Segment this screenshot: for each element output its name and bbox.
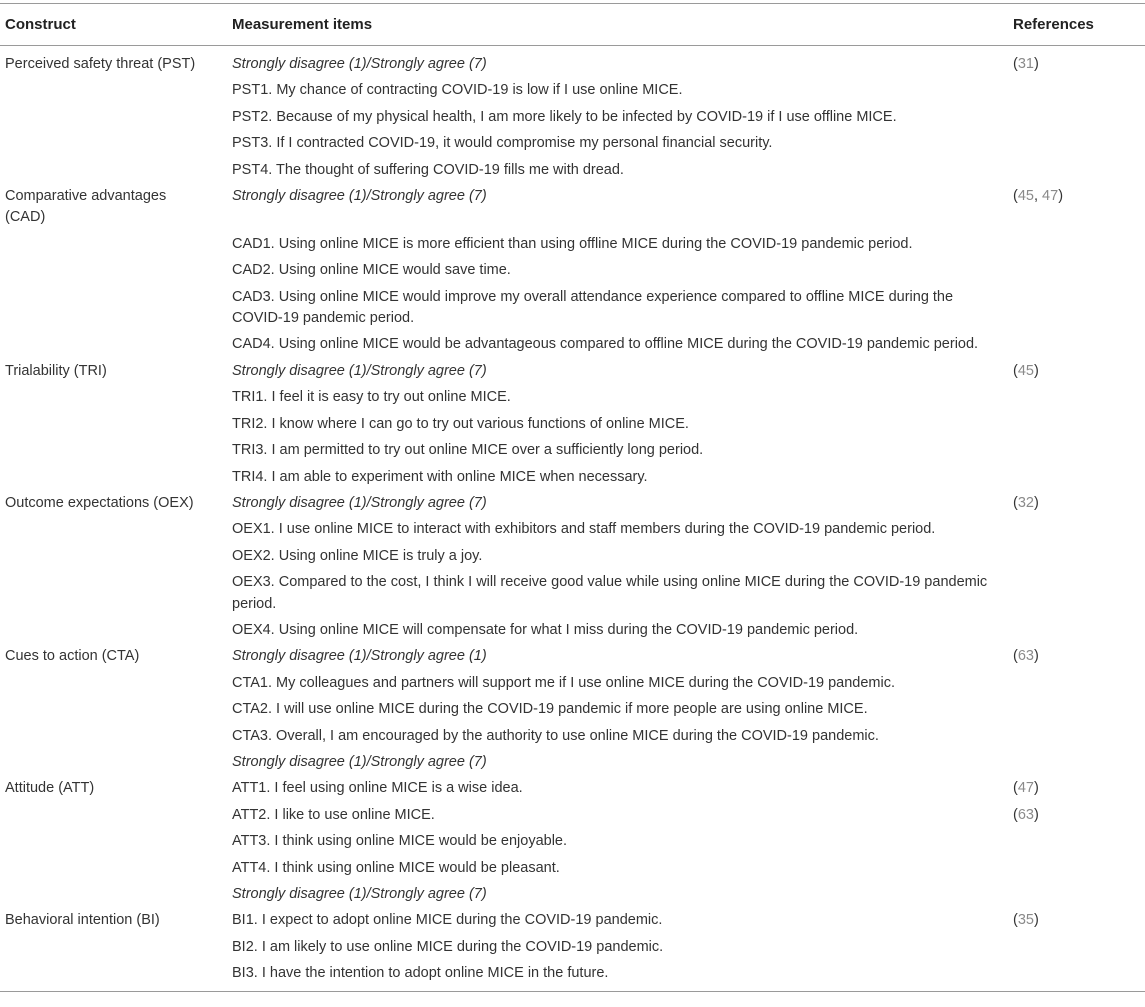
table-row	[0, 882, 1145, 908]
measurement-item-cell: BI2. I am likely to use online MICE during the COVID-19 pandemic.	[232, 938, 664, 955]
construct-cell	[0, 231, 227, 257]
reference-cell	[1008, 617, 1145, 643]
reference-cell	[1008, 411, 1145, 437]
table-row	[0, 157, 1145, 183]
measurement-item-cell: PST2. Because of my physical health, I am more likely to be infected by COVID-19 if I use offline MICE.	[232, 108, 897, 125]
construct-cell	[0, 157, 227, 183]
construct-cell: Behavioral intention (BI)	[5, 912, 160, 929]
table-row	[0, 464, 1145, 490]
table-row	[0, 934, 1145, 960]
reference-cell	[1008, 670, 1145, 696]
construct-cell	[0, 411, 227, 437]
reference-number: 35	[1017, 912, 1034, 929]
measurement-item-cell: OEX2. Using online MICE is truly a joy.	[232, 547, 483, 564]
reference-cell: (31)	[1013, 56, 1039, 72]
measurement-item-cell: CAD4. Using online MICE would be advantageous compared to offline MICE during the COVID-19 pandemic period.	[232, 336, 979, 353]
construct-cell	[0, 829, 227, 855]
reference-cell	[1008, 829, 1145, 855]
table-row	[0, 46, 1145, 78]
table-row	[0, 78, 1145, 104]
construct-cell	[0, 934, 227, 960]
measurement-item-cell: CTA1. My colleagues and partners will support me if I use online MICE during the COVID-19 pandemic.	[232, 674, 896, 691]
reference-cell	[1008, 961, 1145, 991]
reference-cell: (47)	[1013, 780, 1039, 797]
measurement-item-cell: TRI4. I am able to experiment with online MICE when necessary.	[232, 468, 648, 485]
scale-anchor-cell: Strongly disagree (1)/Strongly agree (7)	[232, 362, 487, 379]
table-row	[0, 644, 1145, 670]
table-row	[0, 258, 1145, 284]
table-row	[0, 670, 1145, 696]
scale-anchor-cell: Strongly disagree (1)/Strongly agree (7)	[232, 56, 487, 72]
construct-cell	[0, 723, 227, 749]
measurement-item-cell: ATT2. I like to use online MICE.	[232, 806, 435, 823]
construct-cell	[0, 464, 227, 490]
header-row	[0, 4, 1145, 46]
reference-number: 31	[1017, 56, 1034, 72]
construct-cell	[0, 332, 227, 358]
table-row	[0, 104, 1145, 130]
table-row	[0, 231, 1145, 257]
table-row	[0, 358, 1145, 384]
reference-cell	[1008, 543, 1145, 569]
scale-anchor-cell: Strongly disagree (1)/Strongly agree (7)	[232, 188, 487, 205]
table-row	[0, 332, 1145, 358]
reference-number: 63	[1017, 648, 1034, 665]
construct-cell	[0, 617, 227, 643]
reference-cell	[1008, 749, 1145, 775]
table-row	[0, 908, 1145, 934]
table-row	[0, 131, 1145, 157]
measurement-item-cell: TRI2. I know where I can go to try out various functions of online MICE.	[232, 415, 689, 432]
measurement-item-cell: PST1. My chance of contracting COVID-19 is low if I use online MICE.	[232, 82, 683, 99]
table-row	[0, 543, 1145, 569]
reference-number: 47	[1042, 188, 1059, 205]
measurement-item-cell: BI3. I have the intention to adopt online MICE in the future.	[232, 965, 609, 982]
construct-cell	[0, 284, 227, 332]
table-row	[0, 749, 1145, 775]
table-body	[0, 46, 1145, 992]
measurement-item-cell: CAD3. Using online MICE would improve my overall attendance experience compared to offline MICE during the COVID-19 pandemic period.	[232, 288, 954, 327]
reference-cell	[1008, 882, 1145, 908]
scale-anchor-cell: Strongly disagree (1)/Strongly agree (7)	[232, 886, 487, 902]
construct-cell: Cues to action (CTA)	[5, 648, 140, 665]
table-row	[0, 438, 1145, 464]
reference-cell	[1008, 464, 1145, 490]
reference-cell	[1008, 157, 1145, 183]
measurement-table	[0, 3, 1145, 992]
table-row	[0, 385, 1145, 411]
table-row	[0, 855, 1145, 881]
reference-number: 47	[1017, 780, 1034, 797]
measurement-item-cell: OEX3. Compared to the cost, I think I will receive good value while using online MICE during the COVID-19 pandemic period.	[232, 574, 988, 612]
construct-cell	[0, 258, 227, 284]
reference-cell	[1008, 855, 1145, 881]
construct-cell	[0, 543, 227, 569]
table-row	[0, 802, 1145, 828]
header-construct: Construct	[5, 16, 76, 33]
measurement-item-cell: TRI1. I feel it is easy to try out online MICE.	[232, 389, 511, 406]
construct-cell	[0, 802, 227, 828]
reference-number: 63	[1017, 806, 1034, 823]
table-header	[0, 4, 1145, 46]
construct-cell: Perceived safety threat (PST)	[5, 56, 196, 72]
reference-cell	[1008, 570, 1145, 618]
reference-cell	[1008, 385, 1145, 411]
measurement-item-cell: ATT3. I think using online MICE would be enjoyable.	[232, 833, 568, 850]
reference-cell	[1008, 697, 1145, 723]
reference-cell	[1008, 438, 1145, 464]
construct-cell	[0, 517, 227, 543]
table-row	[0, 411, 1145, 437]
construct-cell	[0, 855, 227, 881]
table-row	[0, 617, 1145, 643]
measurement-item-cell: OEX1. I use online MICE to interact with exhibitors and staff members during the COVID-19 pandemic period.	[232, 521, 936, 538]
measurement-item-cell: OEX4. Using online MICE will compensate for what I miss during the COVID-19 pandemic period.	[232, 621, 859, 638]
construct-cell	[0, 131, 227, 157]
construct-cell	[0, 438, 227, 464]
reference-cell: (35)	[1013, 912, 1039, 929]
header-references: References	[1013, 16, 1094, 33]
table-row	[0, 961, 1145, 991]
table-row	[0, 490, 1145, 516]
reference-cell: (63)	[1013, 648, 1039, 665]
reference-cell	[1008, 78, 1145, 104]
reference-number: 32	[1017, 494, 1034, 511]
reference-cell	[1008, 131, 1145, 157]
reference-number: 45	[1017, 362, 1034, 379]
construct-cell: Comparative advantages (CAD)	[5, 188, 167, 226]
measurement-item-cell: BI1. I expect to adopt online MICE during the COVID-19 pandemic.	[232, 912, 663, 929]
construct-cell	[0, 697, 227, 723]
measurement-item-cell: ATT1. I feel using online MICE is a wise idea.	[232, 780, 523, 797]
reference-cell	[1008, 104, 1145, 130]
table-row	[0, 829, 1145, 855]
scale-anchor-cell: Strongly disagree (1)/Strongly agree (7)	[232, 494, 487, 511]
table-row	[0, 284, 1145, 332]
table-row	[0, 184, 1145, 232]
header-measurement-items: Measurement items	[232, 16, 373, 33]
construct-cell	[0, 570, 227, 618]
reference-cell	[1008, 332, 1145, 358]
reference-cell	[1008, 517, 1145, 543]
table-row	[0, 776, 1145, 802]
table-row	[0, 570, 1145, 618]
construct-cell: Outcome expectations (OEX)	[5, 494, 194, 511]
reference-cell	[1008, 231, 1145, 257]
construct-cell	[0, 385, 227, 411]
table-row	[0, 517, 1145, 543]
table-row	[0, 723, 1145, 749]
measurement-item-cell: CAD1. Using online MICE is more efficient than using offline MICE during the COVID-19 pandemic period.	[232, 235, 913, 252]
measurement-item-cell: CTA3. Overall, I am encouraged by the authority to use online MICE during the COVID-19 pandemic.	[232, 727, 879, 744]
measurement-item-cell: PST4. The thought of suffering COVID-19 fills me with dread.	[232, 161, 624, 178]
construct-cell	[0, 78, 227, 104]
construct-cell	[0, 749, 227, 775]
reference-cell	[1008, 934, 1145, 960]
construct-cell	[0, 670, 227, 696]
reference-cell: (45)	[1013, 362, 1039, 379]
reference-cell	[1008, 258, 1145, 284]
construct-cell: Attitude (ATT)	[5, 780, 95, 797]
reference-cell: (63)	[1013, 806, 1039, 823]
scale-anchor-cell: Strongly disagree (1)/Strongly agree (7)	[232, 753, 487, 770]
reference-cell: (45, 47)	[1013, 188, 1064, 205]
measurement-item-cell: ATT4. I think using online MICE would be pleasant.	[232, 859, 560, 876]
construct-cell: Trialability (TRI)	[5, 362, 107, 379]
measurement-item-cell: PST3. If I contracted COVID-19, it would compromise my personal financial security.	[232, 135, 773, 152]
measurement-item-cell: CAD2. Using online MICE would save time.	[232, 262, 511, 279]
reference-cell	[1008, 723, 1145, 749]
reference-number: 45	[1017, 188, 1034, 205]
measurement-item-cell: TRI3. I am permitted to try out online MICE over a sufficiently long period.	[232, 442, 704, 459]
construct-cell	[0, 961, 227, 991]
scale-anchor-cell: Strongly disagree (1)/Strongly agree (1)	[232, 648, 487, 665]
reference-cell	[1008, 284, 1145, 332]
measurement-item-cell: CTA2. I will use online MICE during the COVID-19 pandemic if more people are using online MICE.	[232, 701, 868, 718]
construct-cell	[0, 882, 227, 908]
construct-cell	[0, 104, 227, 130]
reference-cell: (32)	[1013, 494, 1039, 511]
table-row	[0, 697, 1145, 723]
